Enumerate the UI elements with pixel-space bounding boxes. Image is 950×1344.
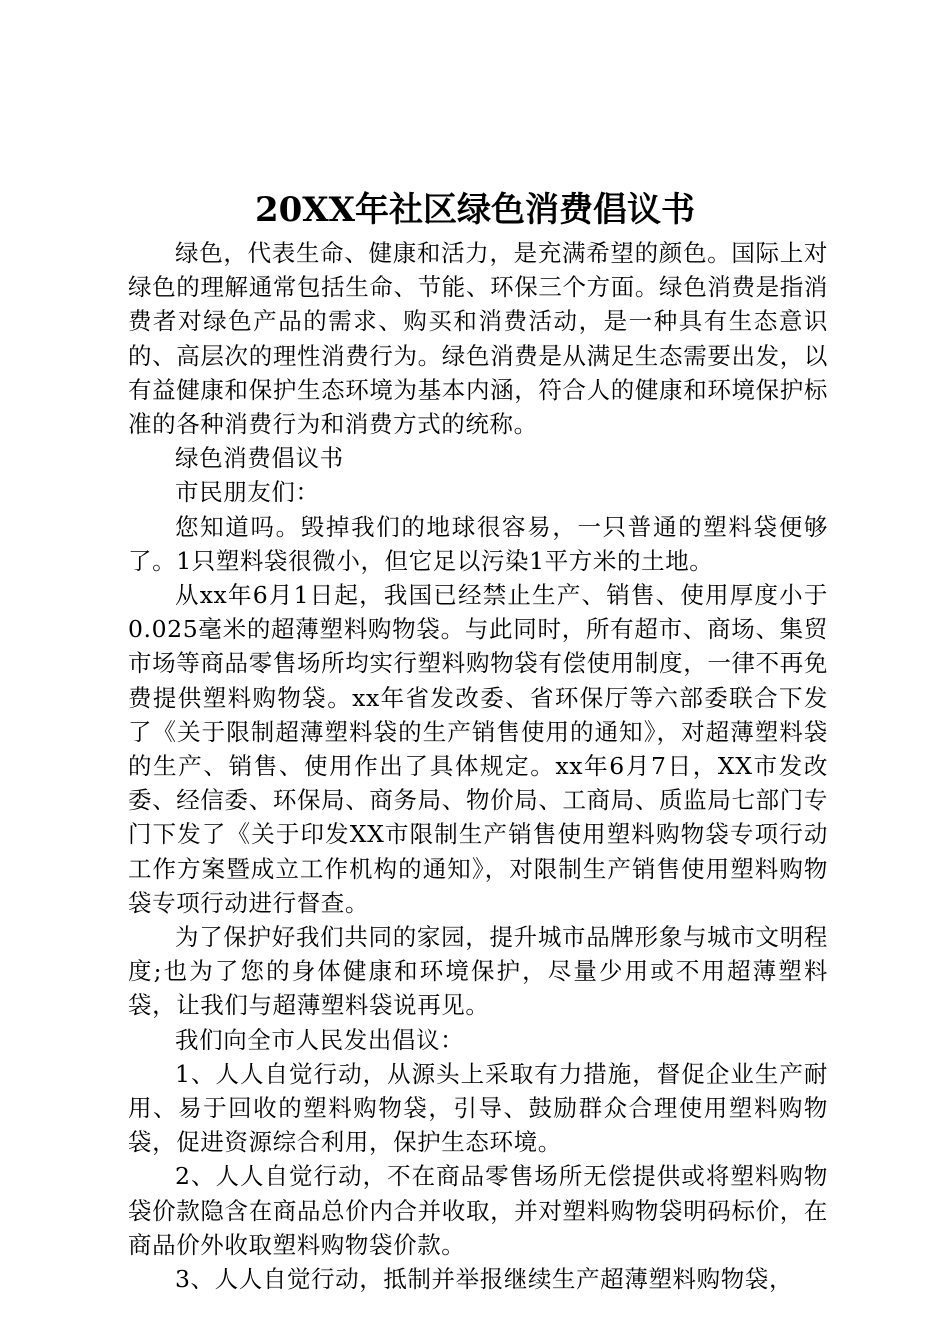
paragraph-item: 1、人人自觉行动，从源头上采取有力措施，督促企业生产耐用、易于回收的塑料购物袋，引导、鼓励群众合理使用塑料购物袋，促进资源综合利用，保护生态环境。: [128, 1059, 828, 1157]
paragraph: 从xx年6月1日起，我国已经禁止生产、销售、使用厚度小于0.025毫米的超薄塑料购物袋。与此同时，所有超市、商场、集贸市场等商品零售场所均实行塑料购物袋有偿使用制度，一律不再免费提供塑料购物袋。xx年省发改委、省环保厅等六部委联合下发了《关于限制超薄塑料袋的生产销售使用的通知》，对超薄塑料袋的生产、销售、使用作出了具体规定。xx年6月7日，XX市发改委、经信委、环保局、商务局、物价局、工商局、质监局七部门专门下发了《关于印发XX市限制生产销售使用塑料购物袋专项行动工作方案暨成立工作机构的通知》，对限制生产销售使用塑料购物袋专项行动进行督查。: [128, 581, 828, 917]
paragraph-intro: 绿色，代表生命、健康和活力，是充满希望的颜色。国际上对绿色的理解通常包括生命、节能、环保三个方面。绿色消费是指消费者对绿色产品的需求、购买和消费活动，是一种具有生态意识的、高层次的理性消费行为。绿色消费是从满足生态需要出发，以有益健康和保护生态环境为基本内涵，符合人的健康和环境保护标准的各种消费行为和消费方式的统称。: [128, 239, 828, 439]
paragraph: 您知道吗。毁掉我们的地球很容易，一只普通的塑料袋便够了。1只塑料袋很微小，但它足以污染1平方米的土地。: [128, 512, 828, 575]
document-body: [128, 236, 828, 1296]
paragraph-heading: 绿色消费倡议书: [175, 444, 344, 473]
paragraph-salutation: 市民朋友们：: [175, 478, 320, 507]
paragraph-item: 3、人人自觉行动，抵制并举报继续生产超薄塑料购物袋，: [175, 1265, 794, 1294]
paragraph-item: 2、人人自觉行动，不在商品零售场所无偿提供或将塑料购物袋价款隐含在商品总价内合并收取，并对塑料购物袋明码标价，在商品价外收取塑料购物袋价款。: [128, 1162, 828, 1259]
paragraph: 为了保护好我们共同的家园，提升城市品牌形象与城市文明程度;也为了您的身体健康和环境保护，尽量少用或不用超薄塑料袋，让我们与超薄塑料袋说再见。: [128, 923, 828, 1020]
document-title: 20XX年社区绿色消费倡议书: [254, 190, 696, 230]
paragraph: 我们向全市人民发出倡议：: [175, 1025, 465, 1054]
